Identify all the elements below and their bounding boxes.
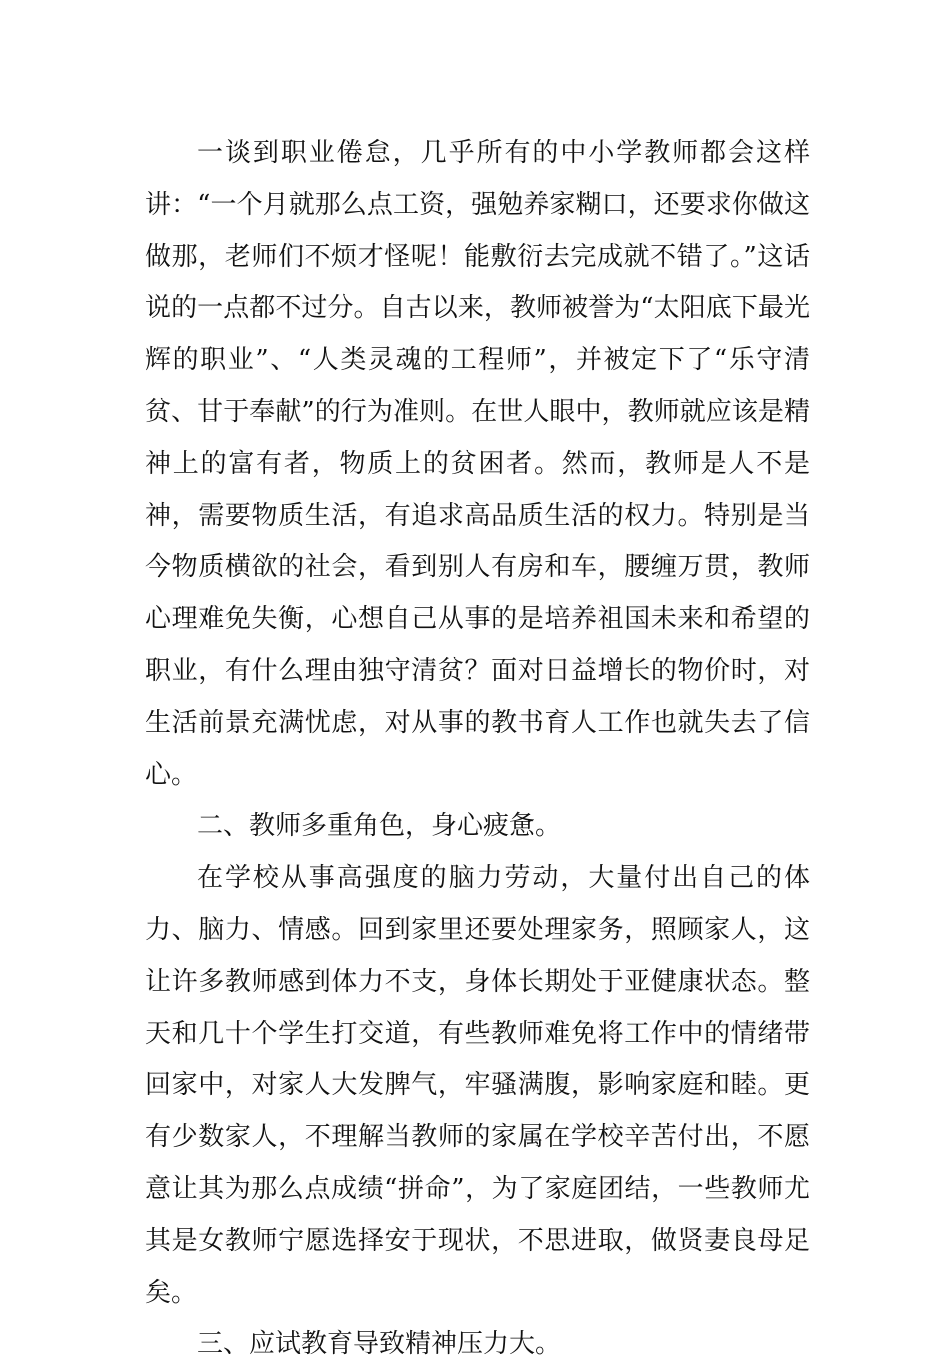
paragraph-job-burnout: 一谈到职业倦怠，几乎所有的中小学教师都会这样讲：“一个月就那么点工资，强勉养家糊口，还要求你做这做那，老师们不烦才怪呢！能敷衍去完成就不错了。”这话说的一点都不过分。自古以来，教师被誉为“太阳底下最光辉的职业”、“人类灵魂的工程师”，并被定下了“乐守清贫、甘于奉献”的行为准则。在世人眼中，教师就应该是精神上的富有者，物质上的贫困者。然而，教师是人不是神，需要物质生活，有追求高品质生活的权力。特别是当今物质横欲的社会，看到别人有房和车，腰缠万贯，教师心理难免失衡，心想自己从事的是培养祖国未来和希望的职业，有什么理由独守清贫？面对日益增长的物价时，对生活前景充满忧虑，对从事的教书育人工作也就失去了信心。 <box>145 138 810 790</box>
heading-multiple-roles: 二、教师多重角色，身心疲惫。 <box>197 811 562 842</box>
heading-exam-pressure: 三、应试教育导致精神压力大。 <box>197 1329 562 1360</box>
document-body <box>145 128 810 1371</box>
paragraph-multiple-roles: 在学校从事高强度的脑力劳动，大量付出自己的体力、脑力、情感。回到家里还要处理家务，照顾家人，这让许多教师感到体力不支，身体长期处于亚健康状态。整天和几十个学生打交道，有些教师难免将工作中的情绪带回家中，对家人大发脾气，牢骚满腹，影响家庭和睦。更有少数家人，不理解当教师的家属在学校辛苦付出，不愿意让其为那么点成绩“拼命”，为了家庭团结，一些教师尤其是女教师宁愿选择安于现状，不思进取，做贤妻良母足矣。 <box>145 863 810 1308</box>
